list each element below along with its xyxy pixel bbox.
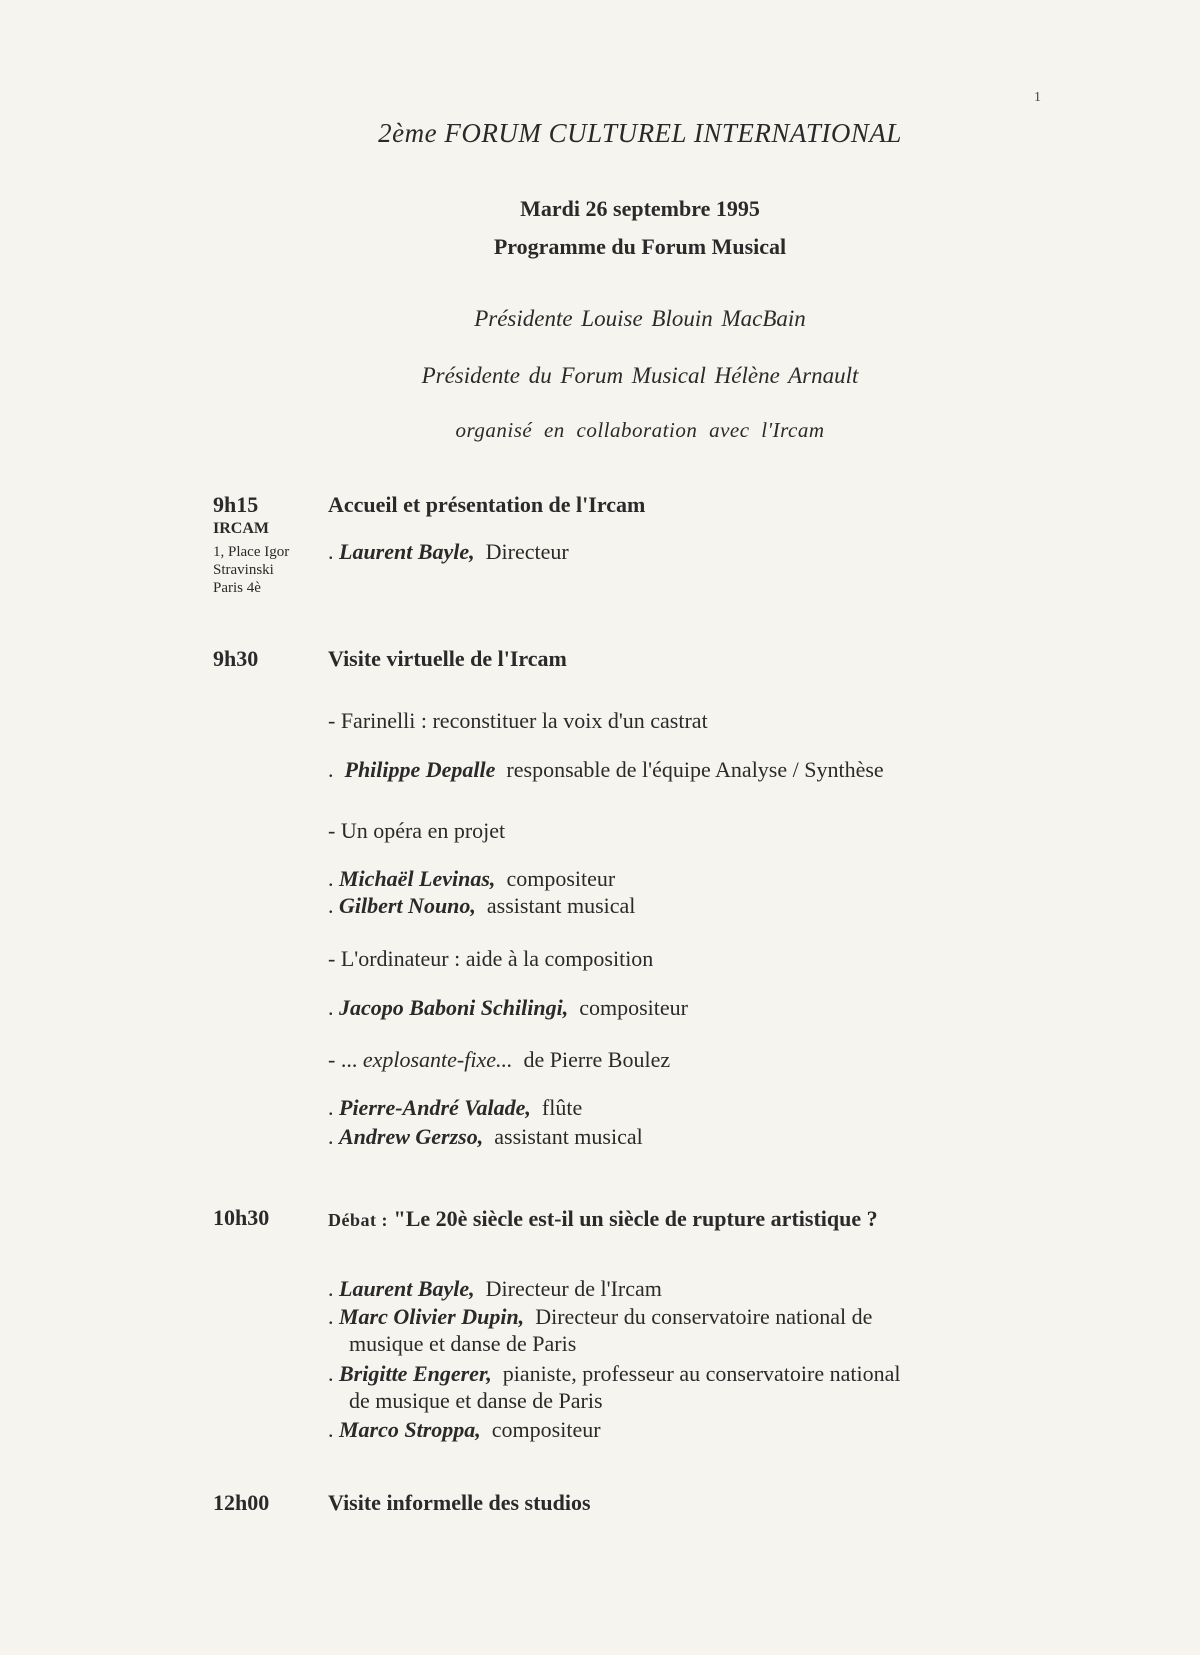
topic-prefix: - ... bbox=[328, 1047, 358, 1072]
topic-suffix: de Pierre Boulez bbox=[523, 1047, 671, 1072]
speaker-role-continued: de musique et danse de Paris bbox=[349, 1388, 603, 1413]
session-time: 12h00 bbox=[213, 1490, 270, 1515]
speaker-role: Directeur bbox=[485, 539, 569, 564]
speaker-line: . Laurent Bayle, Directeur bbox=[328, 539, 569, 564]
speaker-line: . Pierre-André Valade, flûte bbox=[328, 1095, 583, 1120]
speaker-name: Laurent Bayle, bbox=[339, 1276, 475, 1301]
page-number: 1 bbox=[1034, 90, 1041, 105]
speaker-line: . Michaël Levinas, compositeur bbox=[328, 866, 616, 891]
speaker-name: Gilbert Nouno, bbox=[339, 893, 476, 918]
speaker-role: flûte bbox=[541, 1095, 583, 1120]
session-time: 10h30 bbox=[213, 1205, 270, 1230]
speaker-line: . Andrew Gerzso, assistant musical bbox=[328, 1124, 643, 1149]
speaker-role: compositeur bbox=[579, 995, 688, 1020]
venue-address-line: Stravinski bbox=[213, 562, 274, 578]
presidente-forum-line: Présidente du Forum Musical Hélène Arnault bbox=[421, 363, 859, 388]
speaker-line: . Philippe Depalle responsable de l'équipe Analyse / Synthèse bbox=[328, 757, 884, 782]
speaker-role: pianiste, professeur au conservatoire national bbox=[502, 1361, 901, 1386]
speaker-line: . Gilbert Nouno, assistant musical bbox=[328, 893, 636, 918]
topic-line bbox=[328, 1047, 670, 1073]
venue-name: IRCAM bbox=[213, 520, 269, 537]
session-title: Accueil et présentation de l'Ircam bbox=[328, 492, 646, 517]
session-title: Visite informelle des studios bbox=[328, 1490, 591, 1515]
debate-title: "Le 20è siècle est-il un siècle de rupture artistique ? bbox=[393, 1206, 878, 1231]
speaker-name: Andrew Gerzso, bbox=[339, 1124, 484, 1149]
speaker-name: Michaël Levinas, bbox=[339, 866, 496, 891]
venue-block bbox=[213, 520, 289, 597]
speaker-role: assistant musical bbox=[486, 893, 636, 918]
venue-address-line: 1, Place Igor bbox=[213, 544, 290, 560]
session-title bbox=[328, 1206, 878, 1232]
speaker-role: compositeur bbox=[491, 1417, 601, 1442]
programme-title: Programme du Forum Musical bbox=[493, 234, 787, 259]
debate-prefix: Débat : bbox=[328, 1210, 388, 1230]
speaker-line: . Laurent Bayle, Directeur de l'Ircam bbox=[328, 1276, 662, 1301]
speaker-role: Directeur de l'Ircam bbox=[485, 1276, 662, 1301]
speaker-name: Laurent Bayle, bbox=[339, 539, 475, 564]
speaker-name: Pierre-André Valade, bbox=[339, 1095, 531, 1120]
speaker-line: . Jacopo Baboni Schilingi, compositeur bbox=[328, 995, 688, 1020]
speaker-role: responsable de l'équipe Analyse / Synthèse bbox=[506, 757, 884, 782]
speaker-line: . Brigitte Engerer, pianiste, professeur au conservatoire national bbox=[328, 1361, 901, 1386]
speaker-name: Marc Olivier Dupin, bbox=[339, 1304, 525, 1329]
venue-address-line: Paris 4è bbox=[213, 580, 261, 596]
speaker-role: assistant musical bbox=[494, 1124, 643, 1149]
work-title: explosante-fixe... bbox=[362, 1047, 513, 1072]
speaker-role: Directeur du conservatoire national de bbox=[535, 1304, 873, 1329]
speaker-name: Jacopo Baboni Schilingi, bbox=[339, 995, 569, 1020]
event-date: Mardi 26 septembre 1995 bbox=[520, 196, 760, 221]
session-time: 9h30 bbox=[213, 646, 259, 671]
speaker-role-continued: musique et danse de Paris bbox=[349, 1331, 577, 1356]
topic-line: - Farinelli : reconstituer la voix d'un castrat bbox=[328, 708, 708, 733]
session-title: Visite virtuelle de l'Ircam bbox=[328, 646, 567, 671]
forum-title: 2ème FORUM CULTUREL INTERNATIONAL bbox=[378, 118, 902, 148]
speaker-role: compositeur bbox=[506, 866, 616, 891]
speaker-name: Philippe Depalle bbox=[344, 757, 496, 782]
topic-line: - Un opéra en projet bbox=[328, 818, 506, 843]
topic-line: - L'ordinateur : aide à la composition bbox=[328, 946, 654, 971]
speaker-line: . Marc Olivier Dupin, Directeur du conservatoire national de bbox=[328, 1304, 873, 1329]
speaker-name: Brigitte Engerer, bbox=[339, 1361, 492, 1386]
collaboration-line: organisé en collaboration avec l'Ircam bbox=[455, 418, 825, 442]
speaker-line: . Marco Stroppa, compositeur bbox=[328, 1417, 601, 1442]
speaker-name: Marco Stroppa, bbox=[339, 1417, 481, 1442]
presidente-line: Présidente Louise Blouin MacBain bbox=[474, 306, 806, 331]
session-time: 9h15 bbox=[213, 492, 259, 517]
